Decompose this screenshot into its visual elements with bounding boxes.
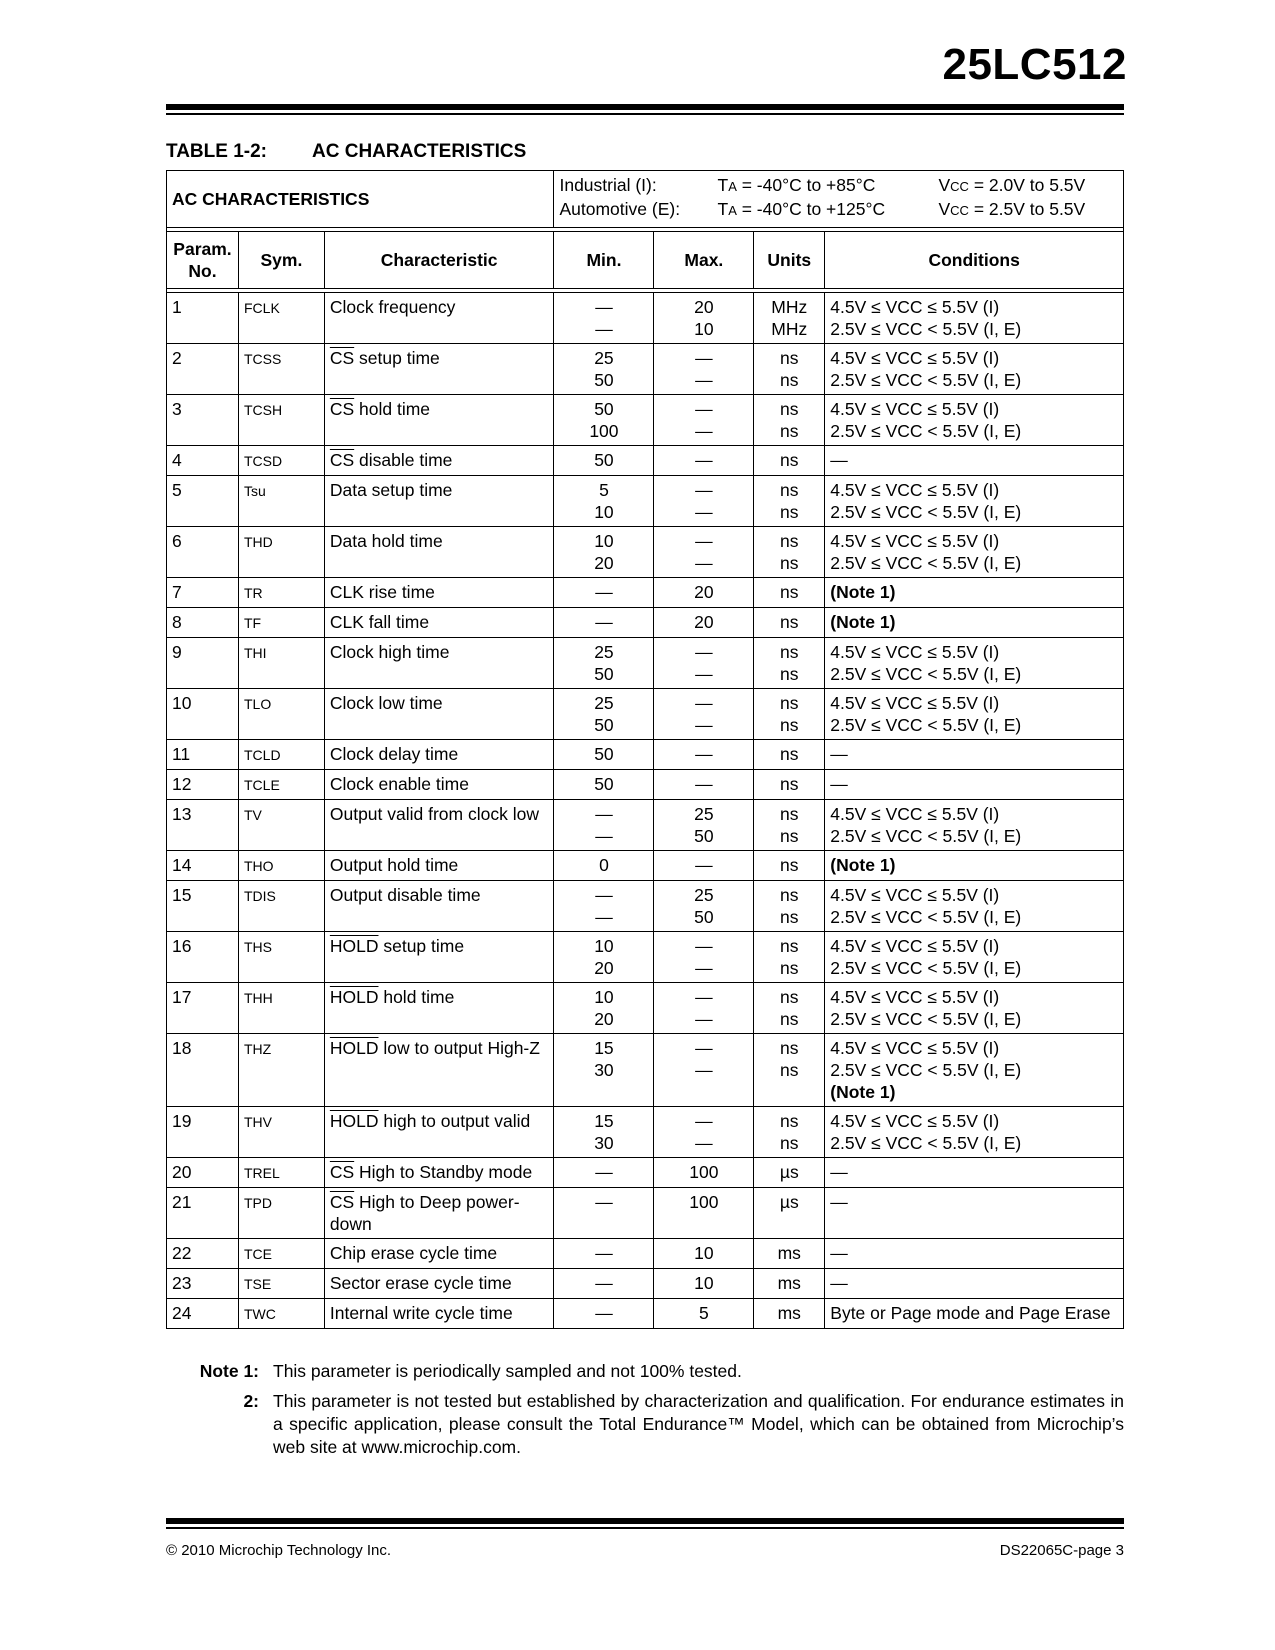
conditions: — [825, 1158, 1124, 1188]
symbol: Tsu [238, 476, 324, 527]
table-number: TABLE 1-2: [166, 141, 267, 162]
env-temp: TA = -40°C to +125°C [717, 199, 886, 219]
table-row [167, 608, 1124, 638]
symbol: TCE [238, 1239, 324, 1269]
conditions: 4.5V ≤ VCC ≤ 5.5V (I) 2.5V ≤ VCC < 5.5V (I, E) (Note 1) [825, 1034, 1124, 1107]
symbol: THD [238, 527, 324, 578]
characteristic: Clock enable time [324, 770, 554, 800]
param-no: 12 [167, 770, 239, 800]
param-no: 23 [167, 1269, 239, 1299]
max-value: — — [654, 983, 754, 1034]
units: ns ns [754, 1107, 825, 1158]
characteristic: Clock high time [324, 638, 554, 689]
characteristic: Clock frequency [324, 293, 554, 344]
conditions: Byte or Page mode and Page Erase [825, 1299, 1124, 1329]
min-value: 50 [554, 446, 654, 476]
document-title: 25LC512 [942, 40, 1127, 89]
min-value: — [554, 578, 654, 608]
symbol: TREL [238, 1158, 324, 1188]
table-row [167, 476, 1124, 527]
min-value: — — [554, 881, 654, 932]
units: ns [754, 851, 825, 881]
table-row [167, 800, 1124, 851]
characteristic: Output hold time [324, 851, 554, 881]
units: ns ns [754, 881, 825, 932]
units: ns ns [754, 689, 825, 740]
min-value: — [554, 1188, 654, 1239]
table-row [167, 1034, 1124, 1107]
param-no: 21 [167, 1188, 239, 1239]
conditions: 4.5V ≤ VCC ≤ 5.5V (I) 2.5V ≤ VCC < 5.5V (I, E) [825, 344, 1124, 395]
env-temp: TA = -40°C to +85°C [717, 175, 876, 195]
note-1 [166, 1360, 1124, 1383]
conditions: — [825, 1188, 1124, 1239]
conditions: — [825, 1239, 1124, 1269]
table-title: AC CHARACTERISTICS [312, 141, 527, 162]
symbol: THI [238, 638, 324, 689]
symbol: TLO [238, 689, 324, 740]
note-text: This parameter is not tested but established by characterization and qualification. For endurance estimates in a specific application, please consult the Total Endurance™ Model, which can be obtained from Microchip’s web site at www.microchip.com. [273, 1391, 1124, 1457]
max-value: 10 [654, 1269, 754, 1299]
param-no: 19 [167, 1107, 239, 1158]
max-value: — [654, 740, 754, 770]
max-value: 25 50 [654, 800, 754, 851]
param-no: 20 [167, 1158, 239, 1188]
col-min: Min. [554, 232, 654, 289]
symbol: TWC [238, 1299, 324, 1329]
param-no: 1 [167, 293, 239, 344]
col-conditions: Conditions [825, 232, 1124, 289]
symbol: TSE [238, 1269, 324, 1299]
characteristic: Output disable time [324, 881, 554, 932]
characteristic: $\overline{CS}$ disable time [324, 446, 554, 476]
table-row [167, 578, 1124, 608]
param-no: 9 [167, 638, 239, 689]
min-value: 50 [554, 770, 654, 800]
env-vcc: VCC = 2.0V to 5.5V [938, 175, 1086, 195]
characteristic: Data hold time [324, 527, 554, 578]
footer-rule-thin [166, 1527, 1124, 1529]
characteristic: $\overline{CS}$ hold time [324, 395, 554, 446]
param-no: 18 [167, 1034, 239, 1107]
max-value: — — [654, 395, 754, 446]
table-environment-row [167, 171, 1124, 228]
min-value: 0 [554, 851, 654, 881]
characteristic: CLK rise time [324, 578, 554, 608]
table-row [167, 1158, 1124, 1188]
param-no: 24 [167, 1299, 239, 1329]
note-label: Note 1: [199, 1361, 259, 1381]
conditions: — [825, 1269, 1124, 1299]
characteristic: Internal write cycle time [324, 1299, 554, 1329]
col-units: Units [754, 232, 825, 289]
env-automotive [559, 198, 1118, 222]
characteristic: CLK fall time [324, 608, 554, 638]
units: ns ns [754, 932, 825, 983]
symbol: TCSS [238, 344, 324, 395]
characteristic: Chip erase cycle time [324, 1239, 554, 1269]
symbol: TCSH [238, 395, 324, 446]
table-row [167, 1188, 1124, 1239]
max-value: — — [654, 476, 754, 527]
conditions: 4.5V ≤ VCC ≤ 5.5V (I) 2.5V ≤ VCC < 5.5V (I, E) [825, 527, 1124, 578]
characteristic: HOLD setup time [324, 932, 554, 983]
units: ns [754, 578, 825, 608]
min-value: — [554, 1239, 654, 1269]
min-value: — — [554, 293, 654, 344]
table-caption [166, 141, 526, 163]
conditions: 4.5V ≤ VCC ≤ 5.5V (I) 2.5V ≤ VCC < 5.5V (I, E) [825, 983, 1124, 1034]
param-no: 5 [167, 476, 239, 527]
symbol: TDIS [238, 881, 324, 932]
footer-rule-thick [166, 1518, 1124, 1524]
conditions: 4.5V ≤ VCC ≤ 5.5V (I) 2.5V ≤ VCC < 5.5V (I, E) [825, 293, 1124, 344]
max-value: — — [654, 527, 754, 578]
param-no: 8 [167, 608, 239, 638]
max-value: — [654, 851, 754, 881]
note-text: This parameter is periodically sampled and not 100% tested. [273, 1361, 742, 1381]
min-value: 25 50 [554, 638, 654, 689]
units: ns ns [754, 527, 825, 578]
max-value: — [654, 770, 754, 800]
param-no: 10 [167, 689, 239, 740]
header-rule-thin [166, 113, 1124, 115]
note-label: 2: [243, 1391, 259, 1411]
symbol: THS [238, 932, 324, 983]
table-row [167, 638, 1124, 689]
symbol: THO [238, 851, 324, 881]
symbol: TCLD [238, 740, 324, 770]
units: ns ns [754, 395, 825, 446]
table-row [167, 1299, 1124, 1329]
symbol: TCSD [238, 446, 324, 476]
table-row [167, 344, 1124, 395]
param-no: 15 [167, 881, 239, 932]
min-value: 50 [554, 740, 654, 770]
units: ns ns [754, 344, 825, 395]
table-row [167, 689, 1124, 740]
symbol: THZ [238, 1034, 324, 1107]
characteristic: Output valid from clock low [324, 800, 554, 851]
min-value: — [554, 1299, 654, 1329]
param-no: 13 [167, 800, 239, 851]
max-value: 20 [654, 608, 754, 638]
symbol: TF [238, 608, 324, 638]
col-characteristic: Characteristic [324, 232, 554, 289]
table-row [167, 1107, 1124, 1158]
characteristic: HOLD hold time [324, 983, 554, 1034]
col-max: Max. [654, 232, 754, 289]
units: ns ns [754, 1034, 825, 1107]
min-value: 15 30 [554, 1107, 654, 1158]
symbol: TCLE [238, 770, 324, 800]
max-value: — — [654, 344, 754, 395]
max-value: 100 [654, 1188, 754, 1239]
units: µs [754, 1158, 825, 1188]
characteristic: Clock low time [324, 689, 554, 740]
param-no: 22 [167, 1239, 239, 1269]
note-2 [166, 1390, 1124, 1459]
table-row [167, 740, 1124, 770]
units: ns ns [754, 800, 825, 851]
max-value: — — [654, 638, 754, 689]
units: ns ns [754, 476, 825, 527]
max-value: 20 [654, 578, 754, 608]
footer-page-number: DS22065C-page 3 [999, 1542, 1124, 1559]
symbol: FCLK [238, 293, 324, 344]
conditions: (Note 1) [825, 578, 1124, 608]
env-industrial [559, 174, 1118, 198]
min-value: — [554, 1158, 654, 1188]
max-value: 25 50 [654, 881, 754, 932]
min-value: — — [554, 800, 654, 851]
characteristic: Data setup time [324, 476, 554, 527]
characteristic: Sector erase cycle time [324, 1269, 554, 1299]
min-value: 25 50 [554, 344, 654, 395]
min-value: 10 20 [554, 527, 654, 578]
table-row [167, 932, 1124, 983]
env-grade: Automotive (E): [559, 199, 681, 219]
max-value: 100 [654, 1158, 754, 1188]
conditions: — [825, 770, 1124, 800]
param-no: 6 [167, 527, 239, 578]
param-no: 17 [167, 983, 239, 1034]
param-no: 14 [167, 851, 239, 881]
table-row [167, 395, 1124, 446]
units: ms [754, 1269, 825, 1299]
characteristic: Clock delay time [324, 740, 554, 770]
symbol: TR [238, 578, 324, 608]
units: ms [754, 1299, 825, 1329]
env-grade: Industrial (I): [559, 175, 657, 195]
symbol: TPD [238, 1188, 324, 1239]
characteristic: HOLD high to output valid [324, 1107, 554, 1158]
max-value: — [654, 446, 754, 476]
units: ns ns [754, 983, 825, 1034]
table-row [167, 881, 1124, 932]
characteristic: $\overline{CS}$ High to Standby mode [324, 1158, 554, 1188]
characteristic: $\overline{CS}$ High to Deep power-down [324, 1188, 554, 1239]
characteristic: $\overline{CS}$ setup time [324, 344, 554, 395]
units: µs [754, 1188, 825, 1239]
units: ns [754, 608, 825, 638]
max-value: 5 [654, 1299, 754, 1329]
column-header-row [167, 232, 1124, 289]
conditions: 4.5V ≤ VCC ≤ 5.5V (I) 2.5V ≤ VCC < 5.5V (I, E) [825, 638, 1124, 689]
max-value: — — [654, 1034, 754, 1107]
conditions: 4.5V ≤ VCC ≤ 5.5V (I) 2.5V ≤ VCC < 5.5V (I, E) [825, 800, 1124, 851]
param-no: 7 [167, 578, 239, 608]
ac-characteristics-table [166, 170, 1124, 1329]
units: ns ns [754, 638, 825, 689]
table-row [167, 1269, 1124, 1299]
table-row [167, 446, 1124, 476]
min-value: 10 20 [554, 983, 654, 1034]
table-row [167, 293, 1124, 344]
conditions: 4.5V ≤ VCC ≤ 5.5V (I) 2.5V ≤ VCC < 5.5V (I, E) [825, 932, 1124, 983]
conditions: — [825, 446, 1124, 476]
min-value: 10 20 [554, 932, 654, 983]
symbol: THH [238, 983, 324, 1034]
max-value: — — [654, 689, 754, 740]
max-value: 10 [654, 1239, 754, 1269]
table-row [167, 983, 1124, 1034]
table-row [167, 770, 1124, 800]
conditions: 4.5V ≤ VCC ≤ 5.5V (I) 2.5V ≤ VCC < 5.5V (I, E) [825, 689, 1124, 740]
param-no: 16 [167, 932, 239, 983]
env-vcc: VCC = 2.5V to 5.5V [938, 199, 1086, 219]
min-value: 50 100 [554, 395, 654, 446]
conditions: 4.5V ≤ VCC ≤ 5.5V (I) 2.5V ≤ VCC < 5.5V (I, E) [825, 476, 1124, 527]
min-value: 25 50 [554, 689, 654, 740]
characteristic: HOLD low to output High-Z [324, 1034, 554, 1107]
min-value: 15 30 [554, 1034, 654, 1107]
symbol: TV [238, 800, 324, 851]
param-no: 3 [167, 395, 239, 446]
min-value: 5 10 [554, 476, 654, 527]
units: ns [754, 770, 825, 800]
max-value: 20 10 [654, 293, 754, 344]
param-no: 11 [167, 740, 239, 770]
table-notes [166, 1360, 1124, 1466]
units: MHz MHz [754, 293, 825, 344]
col-param-no: Param. No. [167, 232, 239, 289]
units: ms [754, 1239, 825, 1269]
table-row [167, 1239, 1124, 1269]
conditions: — [825, 740, 1124, 770]
min-value: — [554, 608, 654, 638]
param-no: 4 [167, 446, 239, 476]
environment-conditions [554, 171, 1124, 228]
units: ns [754, 446, 825, 476]
header-rule-thick [166, 104, 1124, 110]
conditions: 4.5V ≤ VCC ≤ 5.5V (I) 2.5V ≤ VCC < 5.5V (I, E) [825, 1107, 1124, 1158]
col-sym: Sym. [238, 232, 324, 289]
table-header-label: AC CHARACTERISTICS [167, 171, 554, 228]
max-value: — — [654, 1107, 754, 1158]
table-row [167, 527, 1124, 578]
min-value: — [554, 1269, 654, 1299]
max-value: — — [654, 932, 754, 983]
table-row [167, 851, 1124, 881]
param-no: 2 [167, 344, 239, 395]
conditions: 4.5V ≤ VCC ≤ 5.5V (I) 2.5V ≤ VCC < 5.5V (I, E) [825, 395, 1124, 446]
conditions: 4.5V ≤ VCC ≤ 5.5V (I) 2.5V ≤ VCC < 5.5V (I, E) [825, 881, 1124, 932]
conditions: (Note 1) [825, 851, 1124, 881]
footer-copyright: © 2010 Microchip Technology Inc. [166, 1542, 392, 1559]
conditions: (Note 1) [825, 608, 1124, 638]
units: ns [754, 740, 825, 770]
symbol: THV [238, 1107, 324, 1158]
